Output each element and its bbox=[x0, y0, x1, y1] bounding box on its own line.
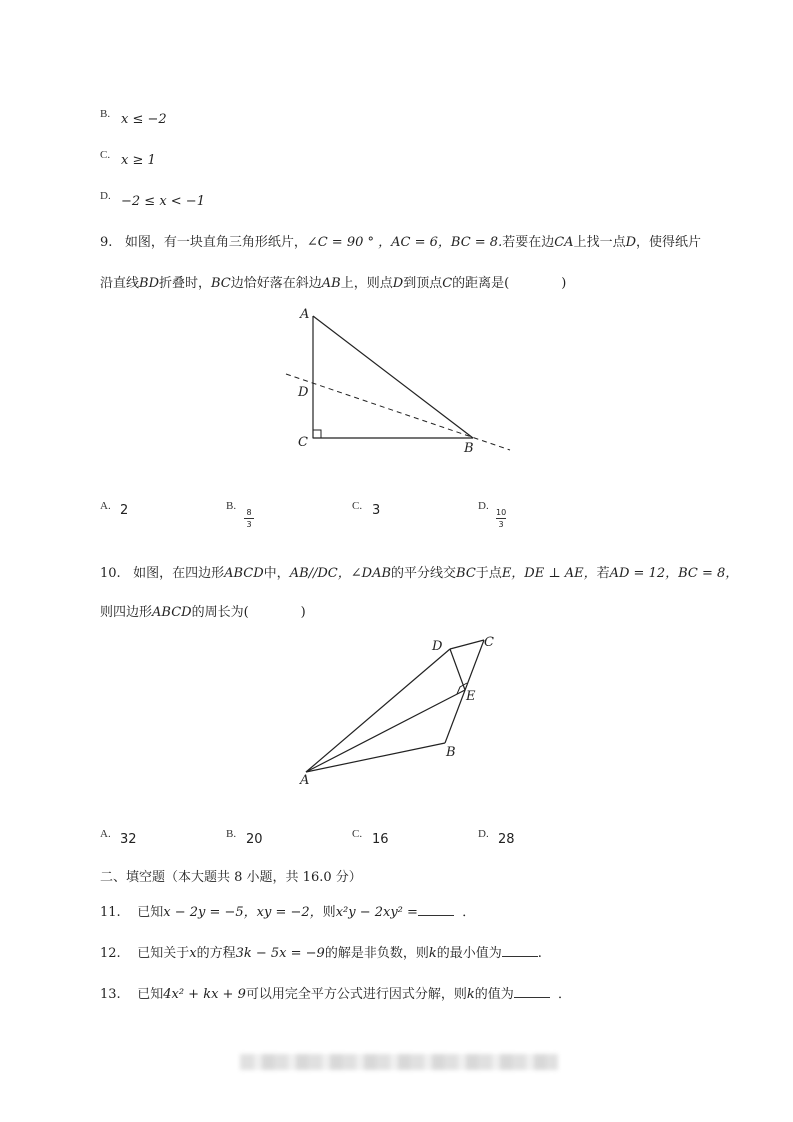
q9-text: 上找一点 bbox=[573, 235, 626, 250]
q10-choice-d-label: D. bbox=[478, 828, 489, 840]
label-c: C bbox=[484, 635, 494, 650]
q10-text: 中， bbox=[263, 566, 290, 581]
q9-choice-b-fraction bbox=[244, 508, 254, 529]
option-b-label: B. bbox=[100, 108, 111, 120]
q9-choice-c-value: 3 bbox=[372, 503, 381, 518]
segment-de bbox=[450, 649, 465, 690]
q9-choice-a-value: 2 bbox=[120, 503, 129, 518]
right-angle-mark bbox=[313, 430, 321, 438]
q12-text: 的方程 bbox=[196, 946, 236, 961]
q10-text: 的平分线交 bbox=[391, 566, 457, 581]
q9-text: ，使得纸片 bbox=[636, 235, 702, 250]
q12-text: 已知关于 bbox=[137, 946, 190, 961]
q13-text: ． bbox=[558, 987, 572, 1002]
q9-text: 如图，有一块直角三角形纸片， bbox=[124, 235, 307, 250]
answer-blank bbox=[418, 905, 454, 916]
label-c: C bbox=[298, 435, 308, 450]
q12-text: 的最小值为 bbox=[436, 946, 502, 961]
q13-text: 可以用完全平方公式进行因式分解，则 bbox=[245, 987, 467, 1002]
q12-math-3: k bbox=[428, 946, 437, 961]
q9-math-d2: D bbox=[392, 276, 404, 291]
q10-text: 则四边形 bbox=[100, 605, 153, 620]
fraction-denominator: 3 bbox=[246, 520, 252, 529]
q9-text: 的距离是( ) bbox=[452, 276, 567, 291]
q12-text: . bbox=[537, 946, 542, 961]
q9-choice-d-label: D. bbox=[478, 500, 489, 512]
q10-choice-c-label: C. bbox=[352, 828, 363, 840]
q9-text: 若要在边 bbox=[502, 235, 555, 250]
fraction-numerator: 10 bbox=[496, 508, 507, 517]
fold-line-bd bbox=[286, 374, 510, 450]
q9-line1 bbox=[100, 231, 701, 250]
q10-text: 于点 bbox=[475, 566, 502, 581]
q13-text: 已知 bbox=[137, 987, 164, 1002]
q12-math-2: 3k − 5x = −9 bbox=[235, 946, 325, 961]
option-c-expression: x ≥ 1 bbox=[121, 153, 156, 168]
answer-blank bbox=[502, 946, 538, 957]
section-title: 二、填空题（本大题共 8 小题，共 16.0 分） bbox=[100, 870, 362, 885]
answer-blank bbox=[514, 987, 550, 998]
option-b-expression: x ≤ −2 bbox=[121, 112, 167, 127]
q9-math-ac: AC = 6， bbox=[391, 235, 451, 250]
q9-math-bc2: BC bbox=[211, 276, 231, 291]
q10-text: 的周长为( ) bbox=[191, 605, 306, 620]
side-cb bbox=[445, 640, 484, 743]
q11-text: 已知 bbox=[137, 905, 164, 920]
q9-number: 9. bbox=[100, 235, 113, 250]
q10-choice-a-value: 32 bbox=[120, 832, 137, 847]
q10-choice-a-label: A. bbox=[100, 828, 111, 840]
label-d: D bbox=[298, 385, 309, 400]
blurred-footer bbox=[240, 1054, 558, 1070]
q10-math-parallel: AB//DC， bbox=[289, 566, 351, 581]
q10-choice-b-label: B. bbox=[226, 828, 237, 840]
q9-math-ca: CA bbox=[554, 235, 574, 250]
side-ab bbox=[313, 316, 473, 438]
q13-math-1: 4x² + kx + 9 bbox=[163, 987, 246, 1002]
q9-choice-b-label: B. bbox=[226, 500, 237, 512]
q10-choice-b-value: 20 bbox=[246, 832, 263, 847]
label-b: B bbox=[446, 745, 456, 760]
q10-number: 10. bbox=[100, 566, 121, 581]
q13-math-2: k bbox=[466, 987, 475, 1002]
option-d-expression: −2 ≤ x < −1 bbox=[121, 194, 205, 209]
q11-math-2: xy = −2， bbox=[256, 905, 323, 920]
label-d: D bbox=[432, 639, 443, 654]
q10-line1 bbox=[100, 562, 738, 581]
q9-math-bd: BD bbox=[139, 276, 159, 291]
fraction-numerator: 8 bbox=[246, 508, 252, 517]
q10-math-e: E，DE ⊥ AE， bbox=[501, 566, 597, 581]
q13-line bbox=[100, 983, 571, 1002]
q9-math-ab: AB bbox=[321, 276, 341, 291]
q10-choice-d-value: 28 bbox=[498, 832, 515, 847]
q11-text: ． bbox=[462, 905, 476, 920]
q11-text: 则 bbox=[322, 905, 336, 920]
q11-number: 11. bbox=[100, 905, 121, 920]
q10-math-abcd2: ABCD bbox=[152, 605, 192, 620]
side-ba bbox=[306, 743, 445, 772]
q9-text: 上，则点 bbox=[340, 276, 393, 291]
q9-text: 到顶点 bbox=[403, 276, 443, 291]
q12-text: 的解是非负数，则 bbox=[324, 946, 429, 961]
fraction-denominator: 3 bbox=[498, 520, 504, 529]
q10-text: 若 bbox=[596, 566, 610, 581]
q10-line2 bbox=[100, 601, 306, 620]
label-a: A bbox=[300, 307, 310, 322]
q10-math-angle: ∠DAB bbox=[350, 566, 392, 581]
q13-number: 13. bbox=[100, 987, 121, 1002]
q10-quadrilateral-figure bbox=[290, 628, 510, 788]
side-dc bbox=[450, 640, 484, 649]
q9-triangle-figure bbox=[280, 300, 520, 465]
q11-line bbox=[100, 901, 475, 920]
label-e: E bbox=[466, 689, 476, 704]
option-d-label: D. bbox=[100, 190, 111, 202]
q9-math-angle: ∠C = 90 ° ， bbox=[306, 235, 392, 250]
q10-math-lengths: AD = 12，BC = 8， bbox=[609, 566, 739, 581]
q9-choice-a-label: A. bbox=[100, 500, 111, 512]
q9-text: 沿直线 bbox=[100, 276, 140, 291]
label-a: A bbox=[300, 773, 310, 788]
q9-text: 边恰好落在斜边 bbox=[230, 276, 322, 291]
q12-line bbox=[100, 942, 542, 961]
q9-math-bc: BC = 8. bbox=[450, 235, 503, 250]
q9-text: 折叠时， bbox=[159, 276, 212, 291]
q9-math-c: C bbox=[442, 276, 453, 291]
q9-math-d: D bbox=[625, 235, 637, 250]
q10-text: 如图，在四边形 bbox=[133, 566, 225, 581]
label-b: B bbox=[464, 441, 474, 456]
option-c-label: C. bbox=[100, 149, 111, 161]
q9-choice-d-fraction bbox=[496, 508, 506, 529]
side-ad bbox=[306, 649, 450, 772]
bisector-ae bbox=[306, 690, 465, 772]
q11-math-3: x²y − 2xy² = bbox=[335, 905, 418, 920]
q10-math-bc: BC bbox=[456, 566, 476, 581]
q10-math-abcd: ABCD bbox=[224, 566, 264, 581]
q9-line2 bbox=[100, 272, 566, 291]
q12-number: 12. bbox=[100, 946, 121, 961]
q13-text: 的值为 bbox=[474, 987, 514, 1002]
q11-math-1: x − 2y = −5， bbox=[163, 905, 257, 920]
q10-choice-c-value: 16 bbox=[372, 832, 389, 847]
q9-choice-c-label: C. bbox=[352, 500, 363, 512]
q12-math-1: x bbox=[189, 946, 197, 961]
